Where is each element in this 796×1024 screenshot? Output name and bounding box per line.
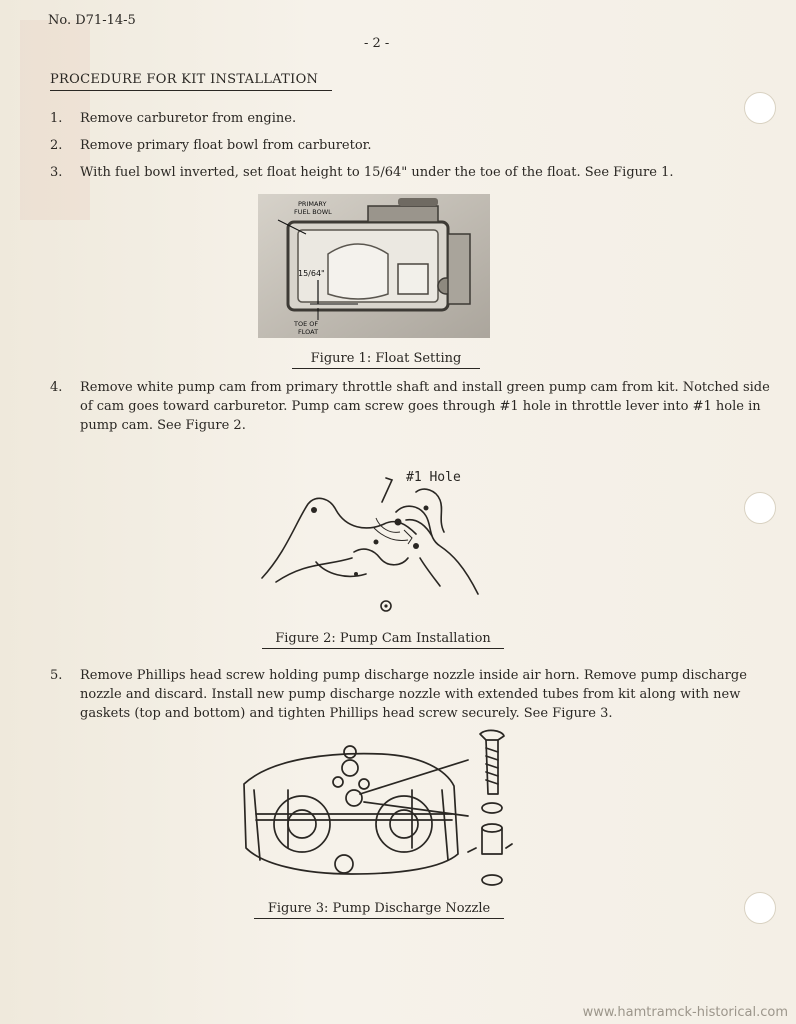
- figure-1-caption-underline: [292, 368, 480, 369]
- figure-2-caption-underline: [262, 648, 504, 649]
- fig1-label-measure: 15/64": [298, 269, 325, 278]
- fig1-label-float: FLOAT: [298, 328, 319, 336]
- pump-cam-drawing: [256, 462, 492, 620]
- figure-3-caption: Figure 3: Pump Discharge Nozzle: [267, 901, 491, 916]
- step-number: 5.: [50, 668, 63, 683]
- pump-discharge-nozzle-drawing: [232, 724, 514, 896]
- step-number: 3.: [50, 165, 63, 180]
- punch-hole-middle: [744, 492, 776, 524]
- procedure-heading: PROCEDURE FOR KIT INSTALLATION: [50, 72, 319, 87]
- figure-2-pump-cam: [256, 462, 492, 620]
- figure-3-pump-discharge-nozzle: [232, 724, 514, 896]
- page-number: - 2 -: [364, 36, 390, 51]
- step-text: Remove white pump cam from primary throttle shaft and install green pump cam from kit. Notched side of cam goes toward carburetor. Pump cam screw goes through #1 hole in throttle lever into #1 hole in pump cam. See Figure 2.: [80, 380, 770, 433]
- figure-1-caption: Figure 1: Float Setting: [310, 351, 462, 366]
- step-text: Remove Phillips head screw holding pump discharge nozzle inside air horn. Remove pump discharge nozzle and discard. Install new pump discharge nozzle with extended tubes from kit along with new gaskets (top and bottom) and tighten Phillips head screw securely. See Figure 3.: [80, 668, 747, 721]
- fig1-label-fuel-bowl: FUEL BOWL: [294, 208, 332, 216]
- fig1-label-toe: TOE OF: [294, 320, 319, 328]
- figure-3-caption-underline: [254, 918, 504, 919]
- step-number: 2.: [50, 138, 63, 153]
- fig2-label-hole: #1 Hole: [406, 470, 461, 485]
- step-text: With fuel bowl inverted, set float height to 15/64" under the toe of the float. See Figure 1.: [80, 165, 674, 180]
- figure-1-float-setting: [258, 194, 490, 338]
- site-watermark: www.hamtramck-historical.com: [582, 1005, 788, 1020]
- step-text: Remove carburetor from engine.: [80, 111, 297, 126]
- bleed-through-text: [470, 70, 482, 110]
- step-number: 4.: [50, 380, 63, 395]
- punch-hole-bottom: [744, 892, 776, 924]
- step-text: Remove primary float bowl from carburetor.: [80, 138, 372, 153]
- document-number: No. D71-14-5: [48, 13, 136, 28]
- float-setting-photo: [258, 194, 490, 338]
- fig1-label-primary: PRIMARY: [298, 200, 327, 208]
- step-number: 1.: [50, 111, 63, 126]
- heading-underline: [50, 90, 332, 91]
- figure-2-caption: Figure 2: Pump Cam Installation: [275, 631, 491, 646]
